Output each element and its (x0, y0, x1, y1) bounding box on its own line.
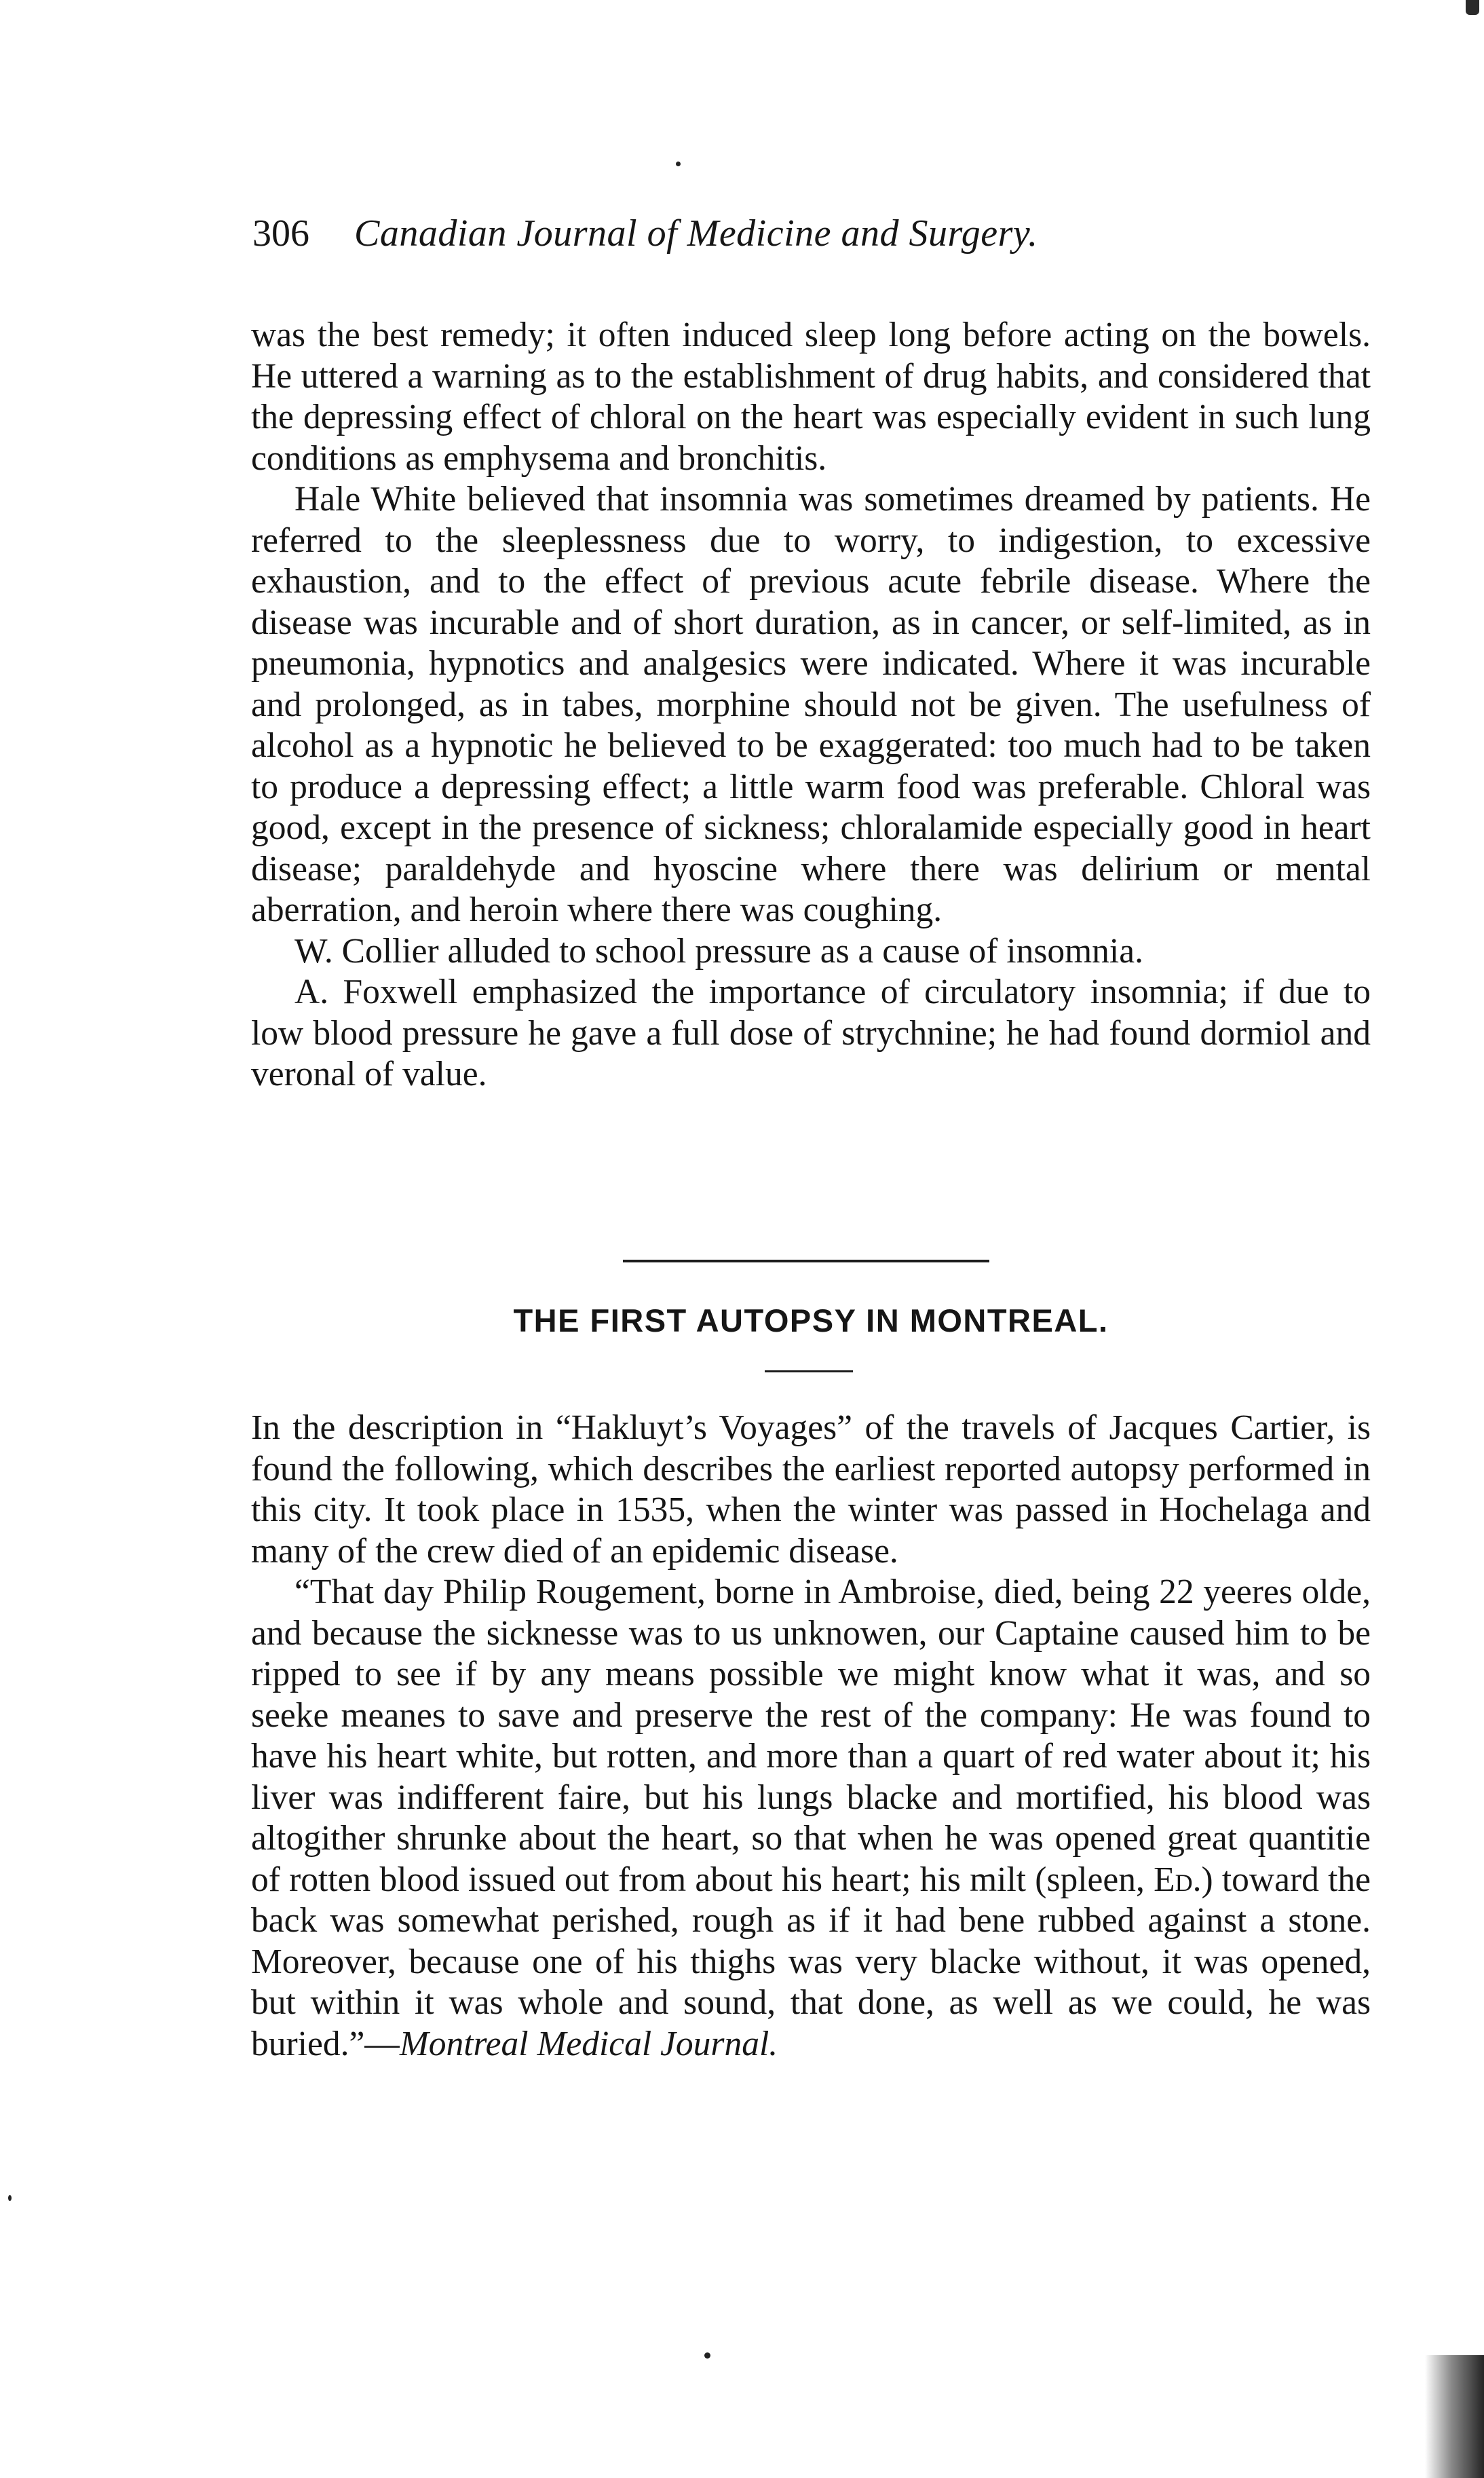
section-divider (623, 1260, 989, 1262)
paragraph-collier: W. Collier alluded to school pressure as a cause of insomnia. (294, 931, 1143, 971)
page-number: 306 (252, 212, 309, 255)
title-underline (765, 1370, 853, 1372)
continued-discussion (251, 315, 1371, 1095)
paragraph-remedy: was the best remedy; it often induced sleep long before acting on the bowels. He uttered a warning as to the establishment of drug habits, and considered that the depressing effect of chloral on the heart was especially evident in such lung conditions as emphysema and bronchitis. (251, 316, 1371, 478)
paragraph-hale-white: Hale White believed that insomnia was sometimes dreamed by patients. He referred to the sleeplessness due to worry, to indigestion, to excessive exhaustion, and to the effect of previous acute febrile disease. Where the disease was incurable and of short duration, as in cancer, or self-limited, as in pneumonia, hypnotics and analgesics were indicated. Where it was incurable and prolonged, as in tabes, morphine should not be given. The usefulness of alcohol as a hypnotic he believed to be exaggerated: too much had to be taken to produce a depressing effect; a little warm food was preferable. Chloral was good, except in the presence of sickness; chloralamide especially good in heart disease; paraldehyde and hyoscine where there was delirium or mental aberration, and heroin where there was coughing. (251, 480, 1371, 929)
running-title: Canadian Journal of Medicine and Surgery. (354, 212, 1038, 255)
article-intro: In the description in “Hakluyt’s Voyages” of the travels of Jacques Cartier, is found the following, which describes the earliest reported autopsy performed in this city. It took place in 1535, when the winter was passed in Hochelaga and many of the crew died of an epidemic disease. (251, 1408, 1371, 1571)
article-quote (251, 1572, 1371, 2065)
corner-mark-top (1466, 0, 1479, 15)
running-header (252, 212, 1216, 266)
page-edge-shadow (1425, 2355, 1484, 2478)
margin-speck (8, 2195, 12, 2201)
bottom-speck (704, 2352, 710, 2359)
article-title: THE FIRST AUTOPSY IN MONTREAL. (513, 1302, 1109, 1338)
source-citation: Montreal Medical Journal. (399, 2024, 778, 2063)
editor-note: Ed. (1154, 1860, 1202, 1899)
quote-text-part1: “That day Philip Rougement, borne in Ambroise, died, being 22 yeeres olde, and because the sicknesse was to us unknowen, our Captaine caused him to be ripped to see if by any means possible we might know what it was, and so seeke meanes to save and preserve the rest of the company: He was found to have his heart white, but rotten, and more than a quart of red water about it; his liver was indifferent faire, but his lungs blacke and mortified, his blood was altogither shrunke about the heart, so that when he was opened great quantitie of rotten blood issued out from about his heart; his milt (spleen, (251, 1573, 1371, 1899)
quote-text-part2: ) toward the back was somewhat perished, rough as if it had bene rubbed against a stone. Moreover, because one of his thighs was very blacke without, it was opened, but within it was whole and sound, that done, as well as we could, he was buried.”— (251, 1860, 1371, 2063)
article-body (251, 1408, 1371, 2065)
top-speck (676, 162, 681, 166)
paragraph-foxwell: A. Foxwell emphasized the importance of circulatory insomnia; if due to low blood pressure he gave a full dose of strychnine; he had found dormiol and veronal of value. (251, 973, 1371, 1093)
